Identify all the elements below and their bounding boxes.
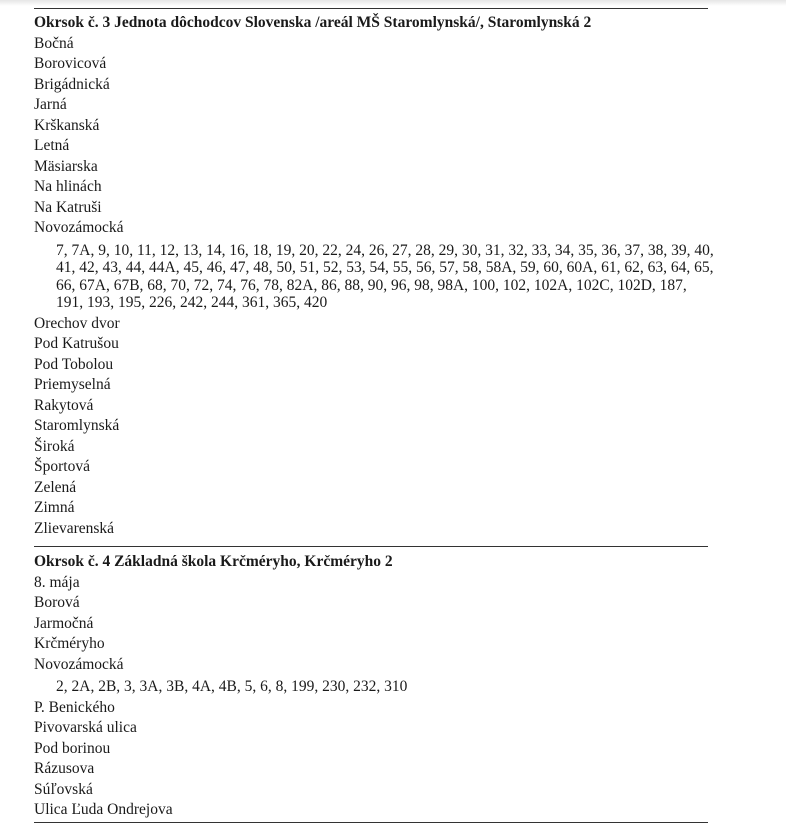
street-item: Novozámocká bbox=[34, 219, 124, 236]
street-item: Jarmočná bbox=[34, 614, 94, 632]
street-item: Pivovarská ulica bbox=[34, 719, 137, 736]
street-item: Borová bbox=[34, 594, 80, 611]
street-item: Priemyselná bbox=[34, 376, 111, 393]
street-item: Jarná bbox=[34, 96, 67, 113]
street-item: Novozámocká bbox=[34, 655, 124, 673]
street-item: Rázusova bbox=[34, 760, 95, 777]
street-item: Borovicová bbox=[34, 55, 107, 72]
house-numbers: 7, 7A, 9, 10, 11, 12, 13, 14, 16, 18, 19, 20, 22, 24, 26, 27, 28, 29, 30, 31, 32, 33, 34, 35, 36, 37, 38, 39, 40, 41, 42, 43, 44, 44A, 45, 46, 47, 48, 50, 51, 52, 53, 54, 55, 56, 57, 58, 58A, 59, 60, 60A, 61, 62, 63, 64, 65, 66, 67A, 67B, 68, 70, 72, 74, 76, 78, 82A, 86, 88, 90, 96, 98, 98A, 100, 102, 102A, 102C, 102D, 187, 191, 193, 195, 226, 242, 244, 361, 365, 420 bbox=[56, 241, 714, 311]
district-3-heading: Okrsok č. 3 Jednota dôchodcov Slovenska /areál MŠ Staromlynská/, Staromlynská 2 bbox=[34, 14, 592, 31]
street-item: Športová bbox=[34, 458, 90, 475]
house-numbers: 2, 2A, 2B, 3, 3A, 3B, 4A, 4B, 5, 6, 8, 199, 230, 232, 310 bbox=[56, 678, 408, 695]
street-item: Mäsiarska bbox=[34, 157, 98, 175]
divider-bottom bbox=[34, 822, 708, 823]
street-item: Ulica Ľuda Ondrejova bbox=[34, 801, 173, 818]
district-4-section bbox=[34, 552, 734, 821]
divider-middle bbox=[34, 546, 708, 547]
street-item: Pod Tobolou bbox=[34, 355, 114, 373]
street-item: Pod Katrušou bbox=[34, 335, 119, 352]
street-item: Krčméryho bbox=[34, 635, 105, 652]
street-item: Široká bbox=[34, 437, 75, 455]
street-item: Staromlynská bbox=[34, 417, 120, 434]
street-item: 8. mája bbox=[34, 573, 80, 591]
street-item: Brigádnická bbox=[34, 75, 110, 93]
divider-top bbox=[34, 8, 708, 9]
street-item: Zelená bbox=[34, 478, 77, 496]
district-4-heading: Okrsok č. 4 Základná škola Krčméryho, Krčméryho 2 bbox=[34, 553, 393, 570]
street-item: Krškanská bbox=[34, 116, 100, 134]
street-item: Pod borinou bbox=[34, 739, 111, 757]
street-item: Zimná bbox=[34, 499, 75, 516]
page-top-shadow bbox=[0, 0, 786, 6]
street-item: P. Benického bbox=[34, 698, 115, 716]
street-item: Orechov dvor bbox=[34, 314, 120, 332]
district-3-section bbox=[34, 13, 734, 539]
street-item: Rakytová bbox=[34, 396, 94, 414]
street-item: Bočná bbox=[34, 34, 74, 52]
street-item: Letná bbox=[34, 137, 70, 154]
street-item: Na hlinách bbox=[34, 178, 102, 195]
street-item: Zlievarenská bbox=[34, 519, 115, 537]
street-item: Súľovská bbox=[34, 780, 93, 798]
street-item: Na Katruši bbox=[34, 198, 102, 216]
